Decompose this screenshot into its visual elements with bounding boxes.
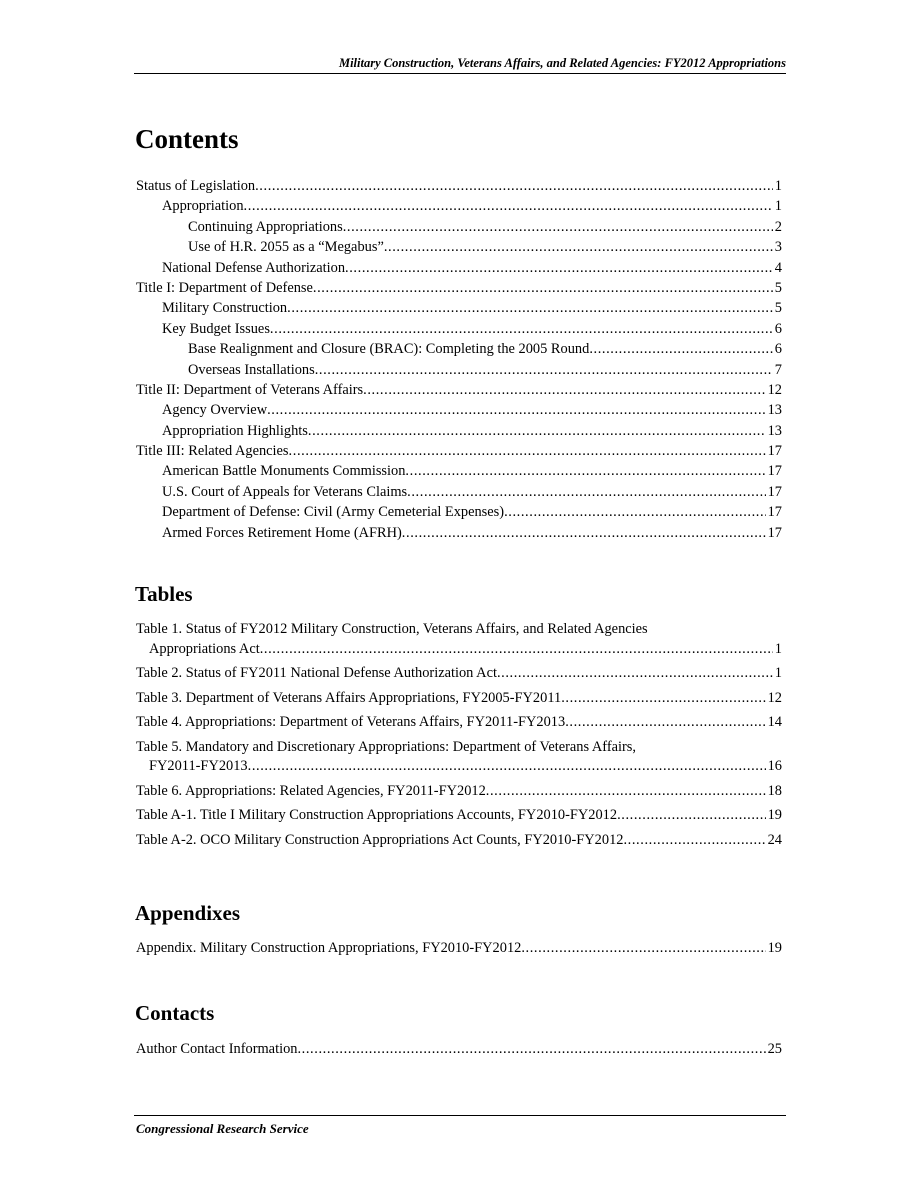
table-entry-page: 1: [774, 665, 782, 681]
toc-entry-page: 3: [774, 239, 782, 256]
table-entry-label: Table 2. Status of FY2011 National Defense Authorization Act: [136, 665, 497, 681]
toc-entry-label: Overseas Installations: [188, 361, 315, 378]
toc-entry-label: Armed Forces Retirement Home (AFRH): [162, 524, 402, 541]
table-entry-label: Table A-1. Title I Military Construction Appropriations Accounts, FY2010-FY2012: [136, 807, 618, 823]
table-entry-label: Table 3. Department of Veterans Affairs Appropriations, FY2005-FY2011: [136, 689, 562, 706]
toc-entry-page: 12: [767, 381, 782, 398]
table-entry-page: 16: [767, 758, 782, 774]
toc-entry-page: 6: [774, 320, 782, 337]
leader-dots: [486, 782, 766, 802]
leader-dots: [244, 196, 773, 216]
leader-dots: [267, 400, 766, 420]
table-entry-label-cont: Appropriations Act: [149, 640, 260, 657]
toc-entry-label: Status of Legislation: [136, 178, 256, 194]
toc-entry[interactable]: [136, 400, 782, 420]
running-footer: Congressional Research Service: [136, 1121, 309, 1136]
table-entry[interactable]: [136, 782, 782, 802]
running-header: Military Construction, Veterans Affairs, and Related Agencies: FY2012 Appropriations: [338, 56, 786, 70]
toc-entry-page: 17: [767, 443, 782, 460]
table-entry[interactable]: [136, 831, 782, 851]
toc-entry-label: National Defense Authorization: [162, 259, 346, 276]
contacts-heading: Contacts: [135, 1001, 215, 1025]
toc-entry-page: 13: [767, 402, 782, 419]
leader-dots: [363, 380, 765, 400]
toc-entry-label: American Battle Monuments Commission: [162, 463, 406, 480]
table-entry-label-cont: FY2011-FY2013: [149, 758, 248, 774]
toc-entry-label: Title III: Related Agencies: [136, 443, 289, 460]
toc-entry-label: Agency Overview: [162, 402, 268, 419]
leader-dots: [270, 319, 773, 339]
appendix-entry[interactable]: [136, 939, 782, 959]
toc-entry[interactable]: [136, 237, 782, 257]
leader-dots: [617, 806, 766, 826]
contact-entry-page: 25: [767, 1041, 782, 1057]
appendixes-heading: Appendixes: [135, 901, 241, 925]
leader-dots: [255, 176, 773, 196]
toc-entry-page: 5: [774, 279, 782, 296]
leader-dots: [345, 258, 773, 278]
leader-dots: [289, 441, 766, 461]
leader-dots: [287, 298, 773, 318]
toc-entry[interactable]: [136, 196, 782, 216]
toc-entry[interactable]: [136, 461, 782, 481]
toc-entry-label: Key Budget Issues: [162, 320, 270, 337]
leader-dots: [407, 482, 765, 502]
leader-dots: [315, 360, 773, 380]
leader-dots: [384, 237, 773, 257]
header-rule: [134, 73, 786, 74]
toc-entry-page: 1: [774, 178, 782, 194]
toc-entry-page: 6: [774, 341, 782, 358]
appendix-entry-label: Appendix. Military Construction Appropriations, FY2010-FY2012: [136, 940, 522, 956]
leader-dots: [297, 1040, 765, 1060]
toc-entry-page: 4: [774, 259, 782, 276]
leader-dots: [623, 831, 765, 851]
table-entry[interactable]: [136, 664, 782, 684]
leader-dots: [504, 502, 766, 522]
table-entry-page: 14: [767, 714, 782, 730]
toc-entry[interactable]: [136, 502, 782, 522]
appendixes-list: [136, 939, 782, 964]
toc-entry-label: U.S. Court of Appeals for Veterans Claims: [162, 483, 408, 500]
leader-dots: [248, 757, 766, 777]
toc-entry-label: Title I: Department of Defense: [136, 279, 313, 296]
toc-entry[interactable]: [136, 339, 782, 359]
toc-entry-page: 17: [767, 463, 782, 480]
footer-rule: [134, 1115, 786, 1116]
toc-entry[interactable]: [136, 421, 782, 441]
toc-entry-page: 2: [774, 218, 782, 235]
table-entry[interactable]: [136, 806, 782, 826]
table-entry-page: 24: [767, 831, 782, 848]
tables-list: [136, 620, 782, 855]
leader-dots: [589, 339, 772, 359]
contact-entry[interactable]: [136, 1040, 782, 1060]
toc-entry[interactable]: [136, 176, 782, 196]
contents-list: [136, 176, 782, 543]
leader-dots: [308, 421, 766, 441]
table-entry[interactable]: [136, 689, 782, 709]
toc-entry[interactable]: [136, 523, 782, 543]
table-entry-page: 1: [774, 640, 782, 657]
table-entry-label: Table 1. Status of FY2012 Military Construction, Veterans Affairs, and Related Agencies: [136, 621, 648, 637]
leader-dots: [561, 689, 765, 709]
leader-dots: [343, 217, 773, 237]
toc-entry-label: Appropriation Highlights: [162, 422, 308, 439]
toc-entry[interactable]: [136, 258, 782, 278]
toc-entry-label: Base Realignment and Closure (BRAC): Completing the 2005 Round: [188, 341, 590, 358]
toc-entry-label: Appropriation: [162, 198, 244, 215]
toc-entry-page: 5: [774, 300, 782, 317]
table-entry-page: 18: [767, 782, 782, 799]
toc-entry-page: 7: [774, 361, 782, 378]
table-entry-label: Table 4. Appropriations: Department of Veterans Affairs, FY2011-FY2013: [136, 714, 566, 730]
toc-entry[interactable]: [136, 360, 782, 380]
toc-entry-label: Continuing Appropriations: [188, 218, 343, 235]
leader-dots: [402, 523, 766, 543]
tables-heading: Tables: [135, 582, 193, 606]
toc-entry-page: 17: [767, 524, 782, 541]
toc-entry-label: Title II: Department of Veterans Affairs: [136, 381, 364, 398]
toc-entry[interactable]: [136, 380, 782, 400]
table-entry[interactable]: [136, 620, 782, 659]
toc-entry-page: 17: [767, 504, 782, 521]
table-entry-page: 12: [767, 689, 782, 706]
toc-entry-page: 1: [774, 198, 782, 215]
table-entry[interactable]: [136, 713, 782, 733]
leader-dots: [405, 461, 765, 481]
leader-dots: [497, 664, 773, 684]
leader-dots: [260, 640, 773, 660]
contacts-list: [136, 1040, 782, 1065]
leader-dots: [313, 278, 773, 298]
appendix-entry-page: 19: [767, 940, 782, 956]
table-entry[interactable]: [136, 738, 782, 777]
toc-entry-label: Military Construction: [162, 300, 288, 317]
toc-entry[interactable]: [136, 278, 782, 298]
toc-entry-page: 17: [767, 483, 782, 500]
leader-dots: [521, 939, 765, 959]
toc-entry[interactable]: [136, 482, 782, 502]
toc-entry-label: Use of H.R. 2055 as a “Megabus”: [188, 239, 384, 256]
table-entry-label: Table A-2. OCO Military Construction Appropriations Act Counts, FY2010-FY2012: [136, 831, 624, 848]
table-entry-label: Table 5. Mandatory and Discretionary Appropriations: Department of Veterans Affairs,: [136, 738, 636, 755]
toc-entry[interactable]: [136, 298, 782, 318]
toc-entry-label: Department of Defense: Civil (Army Cemeterial Expenses): [162, 504, 505, 521]
toc-entry[interactable]: [136, 319, 782, 339]
toc-entry[interactable]: [136, 441, 782, 461]
toc-entry[interactable]: [136, 217, 782, 237]
table-entry-label: Table 6. Appropriations: Related Agencies, FY2011-FY2012: [136, 782, 486, 799]
contents-heading: Contents: [135, 124, 239, 154]
contact-entry-label: Author Contact Information: [136, 1041, 298, 1057]
table-entry-page: 19: [767, 807, 782, 823]
leader-dots: [565, 713, 765, 733]
toc-entry-page: 13: [767, 422, 782, 439]
